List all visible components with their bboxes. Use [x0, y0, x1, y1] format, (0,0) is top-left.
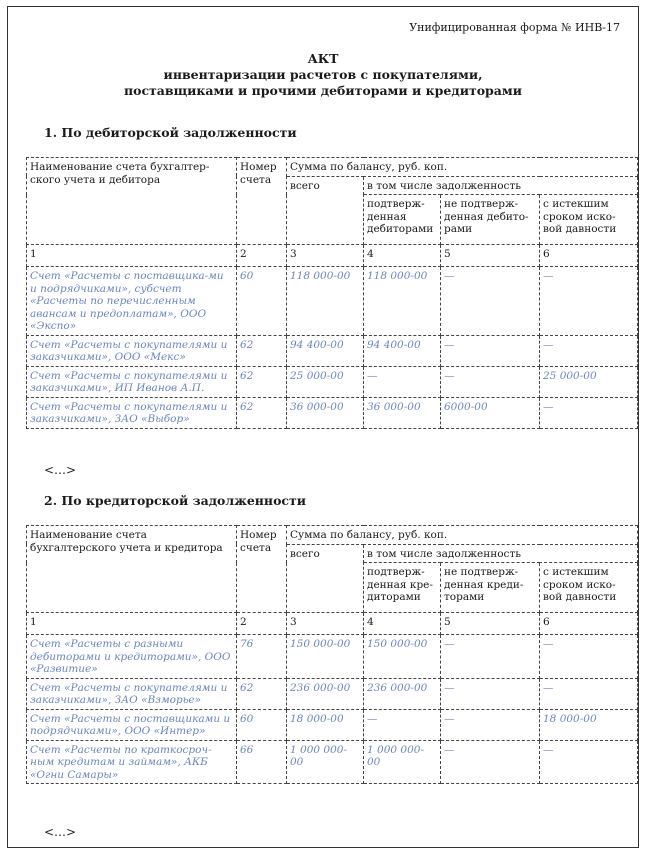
table-row — [27, 740, 638, 784]
row-expired: — — [540, 740, 638, 784]
col-header-confirmed: подтверж-денная дебиторами — [364, 195, 441, 245]
row-unconfirmed: — — [441, 635, 540, 679]
row-account: 62 — [237, 366, 287, 397]
row-account: 66 — [237, 740, 287, 784]
row-account: 60 — [237, 709, 287, 740]
row-account: 62 — [237, 397, 287, 428]
row-unconfirmed: — — [441, 267, 540, 336]
row-expired: — — [540, 678, 638, 709]
row-total: 1 000 000-00 — [287, 740, 364, 784]
row-unconfirmed: — — [441, 709, 540, 740]
col-header-number: Номер счета — [237, 526, 287, 613]
col-header-total: всего — [287, 544, 364, 613]
row-unconfirmed: — — [441, 740, 540, 784]
col-header-expired: с истекшим сроком иско-вой давности — [540, 195, 638, 245]
row-account: 76 — [237, 635, 287, 679]
row-unconfirmed: — — [441, 678, 540, 709]
col-number-cell: 2 — [237, 245, 287, 267]
row-total: 94 400-00 — [287, 335, 364, 366]
row-account: 62 — [237, 678, 287, 709]
row-name: Счет «Расчеты по краткосроч-ным кредитам и займам», АКБ «Огни Самары» — [27, 740, 237, 784]
row-total: 118 000-00 — [287, 267, 364, 336]
row-total: 25 000-00 — [287, 366, 364, 397]
debtors-heading: 1. По дебиторской задолженности — [44, 125, 297, 140]
col-header-sum: Сумма по балансу, руб. коп. — [287, 158, 638, 177]
row-name: Счет «Расчеты с поставщика-ми и подрядчиками», субсчет «Расчеты по перечисленным авансам и предоплатам», ООО «Экспо» — [27, 267, 237, 336]
row-name: Счет «Расчеты с покупателями и заказчиками», ЗАО «Выбор» — [27, 397, 237, 428]
row-total: 236 000-00 — [287, 678, 364, 709]
debtors-table — [26, 157, 638, 429]
row-account: 60 — [237, 267, 287, 336]
row-confirmed: 36 000-00 — [364, 397, 441, 428]
col-number-cell: 6 — [540, 245, 638, 267]
col-header-expired: с истекшим сроком иско-вой давности — [540, 563, 638, 613]
row-name: Счет «Расчеты с поставщиками и подрядчиками», ООО «Интер» — [27, 709, 237, 740]
col-number-cell: 4 — [364, 613, 441, 635]
col-header-name: Наименование счета бухгалтерского учета и кредитора — [27, 526, 237, 613]
col-header-unconfirmed: не подтверж-денная креди-торами — [441, 563, 540, 613]
debtors-ellipsis: <…> — [44, 463, 77, 477]
table-row — [27, 709, 638, 740]
table-row — [27, 635, 638, 679]
row-name: Счет «Расчеты с покупателями и заказчиками», ЗАО «Взморье» — [27, 678, 237, 709]
row-total: 36 000-00 — [287, 397, 364, 428]
document-title — [8, 51, 638, 99]
row-unconfirmed: — — [441, 366, 540, 397]
row-confirmed: 118 000-00 — [364, 267, 441, 336]
row-expired: 18 000-00 — [540, 709, 638, 740]
col-header-name: Наименование счета бухгалтер-ского учета и дебитора — [27, 158, 237, 245]
title-line-2: инвентаризации расчетов с покупателями, — [163, 67, 483, 82]
table-row — [27, 267, 638, 336]
creditors-heading: 2. По кредиторской задолженности — [44, 493, 307, 508]
col-number-cell: 1 — [27, 613, 237, 635]
row-expired: 25 000-00 — [540, 366, 638, 397]
col-number-cell: 4 — [364, 245, 441, 267]
row-expired: — — [540, 267, 638, 336]
row-confirmed: 236 000-00 — [364, 678, 441, 709]
col-header-total: всего — [287, 176, 364, 245]
row-name: Счет «Расчеты с покупателями и заказчиками», ИП Иванов А.П. — [27, 366, 237, 397]
row-total: 18 000-00 — [287, 709, 364, 740]
col-header-including: в том числе задолженность — [364, 544, 638, 563]
form-code: Унифицированная форма № ИНВ-17 — [409, 21, 620, 34]
row-confirmed: 1 000 000-00 — [364, 740, 441, 784]
row-unconfirmed: — — [441, 335, 540, 366]
row-account: 62 — [237, 335, 287, 366]
col-number-cell: 5 — [441, 245, 540, 267]
row-confirmed: 94 400-00 — [364, 335, 441, 366]
col-number-cell: 5 — [441, 613, 540, 635]
document-page — [7, 6, 639, 848]
col-header-including: в том числе задолженность — [364, 176, 638, 195]
col-number-cell: 1 — [27, 245, 237, 267]
col-number-cell: 3 — [287, 245, 364, 267]
col-header-number: Номер счета — [237, 158, 287, 245]
col-number-cell: 6 — [540, 613, 638, 635]
table-row — [27, 397, 638, 428]
creditors-ellipsis: <…> — [44, 825, 77, 839]
row-name: Счет «Расчеты с разными дебиторами и кредиторами», ООО «Развитие» — [27, 635, 237, 679]
col-number-cell: 3 — [287, 613, 364, 635]
title-line-3: поставщиками и прочими дебиторами и кредиторами — [123, 83, 523, 98]
row-confirmed: 150 000-00 — [364, 635, 441, 679]
row-name: Счет «Расчеты с покупателями и заказчиками», ООО «Мекс» — [27, 335, 237, 366]
row-expired: — — [540, 335, 638, 366]
title-line-1: АКТ — [307, 51, 339, 66]
table-row — [27, 366, 638, 397]
row-confirmed: — — [364, 366, 441, 397]
table-row — [27, 678, 638, 709]
col-number-cell: 2 — [237, 613, 287, 635]
row-confirmed: — — [364, 709, 441, 740]
col-header-sum: Сумма по балансу, руб. коп. — [287, 526, 638, 545]
col-header-confirmed: подтверж-денная кре-диторами — [364, 563, 441, 613]
row-unconfirmed: 6000-00 — [441, 397, 540, 428]
row-expired: — — [540, 635, 638, 679]
creditors-table — [26, 525, 638, 784]
row-total: 150 000-00 — [287, 635, 364, 679]
col-header-unconfirmed: не подтверж-денная дебито-рами — [441, 195, 540, 245]
row-expired: — — [540, 397, 638, 428]
table-row — [27, 335, 638, 366]
